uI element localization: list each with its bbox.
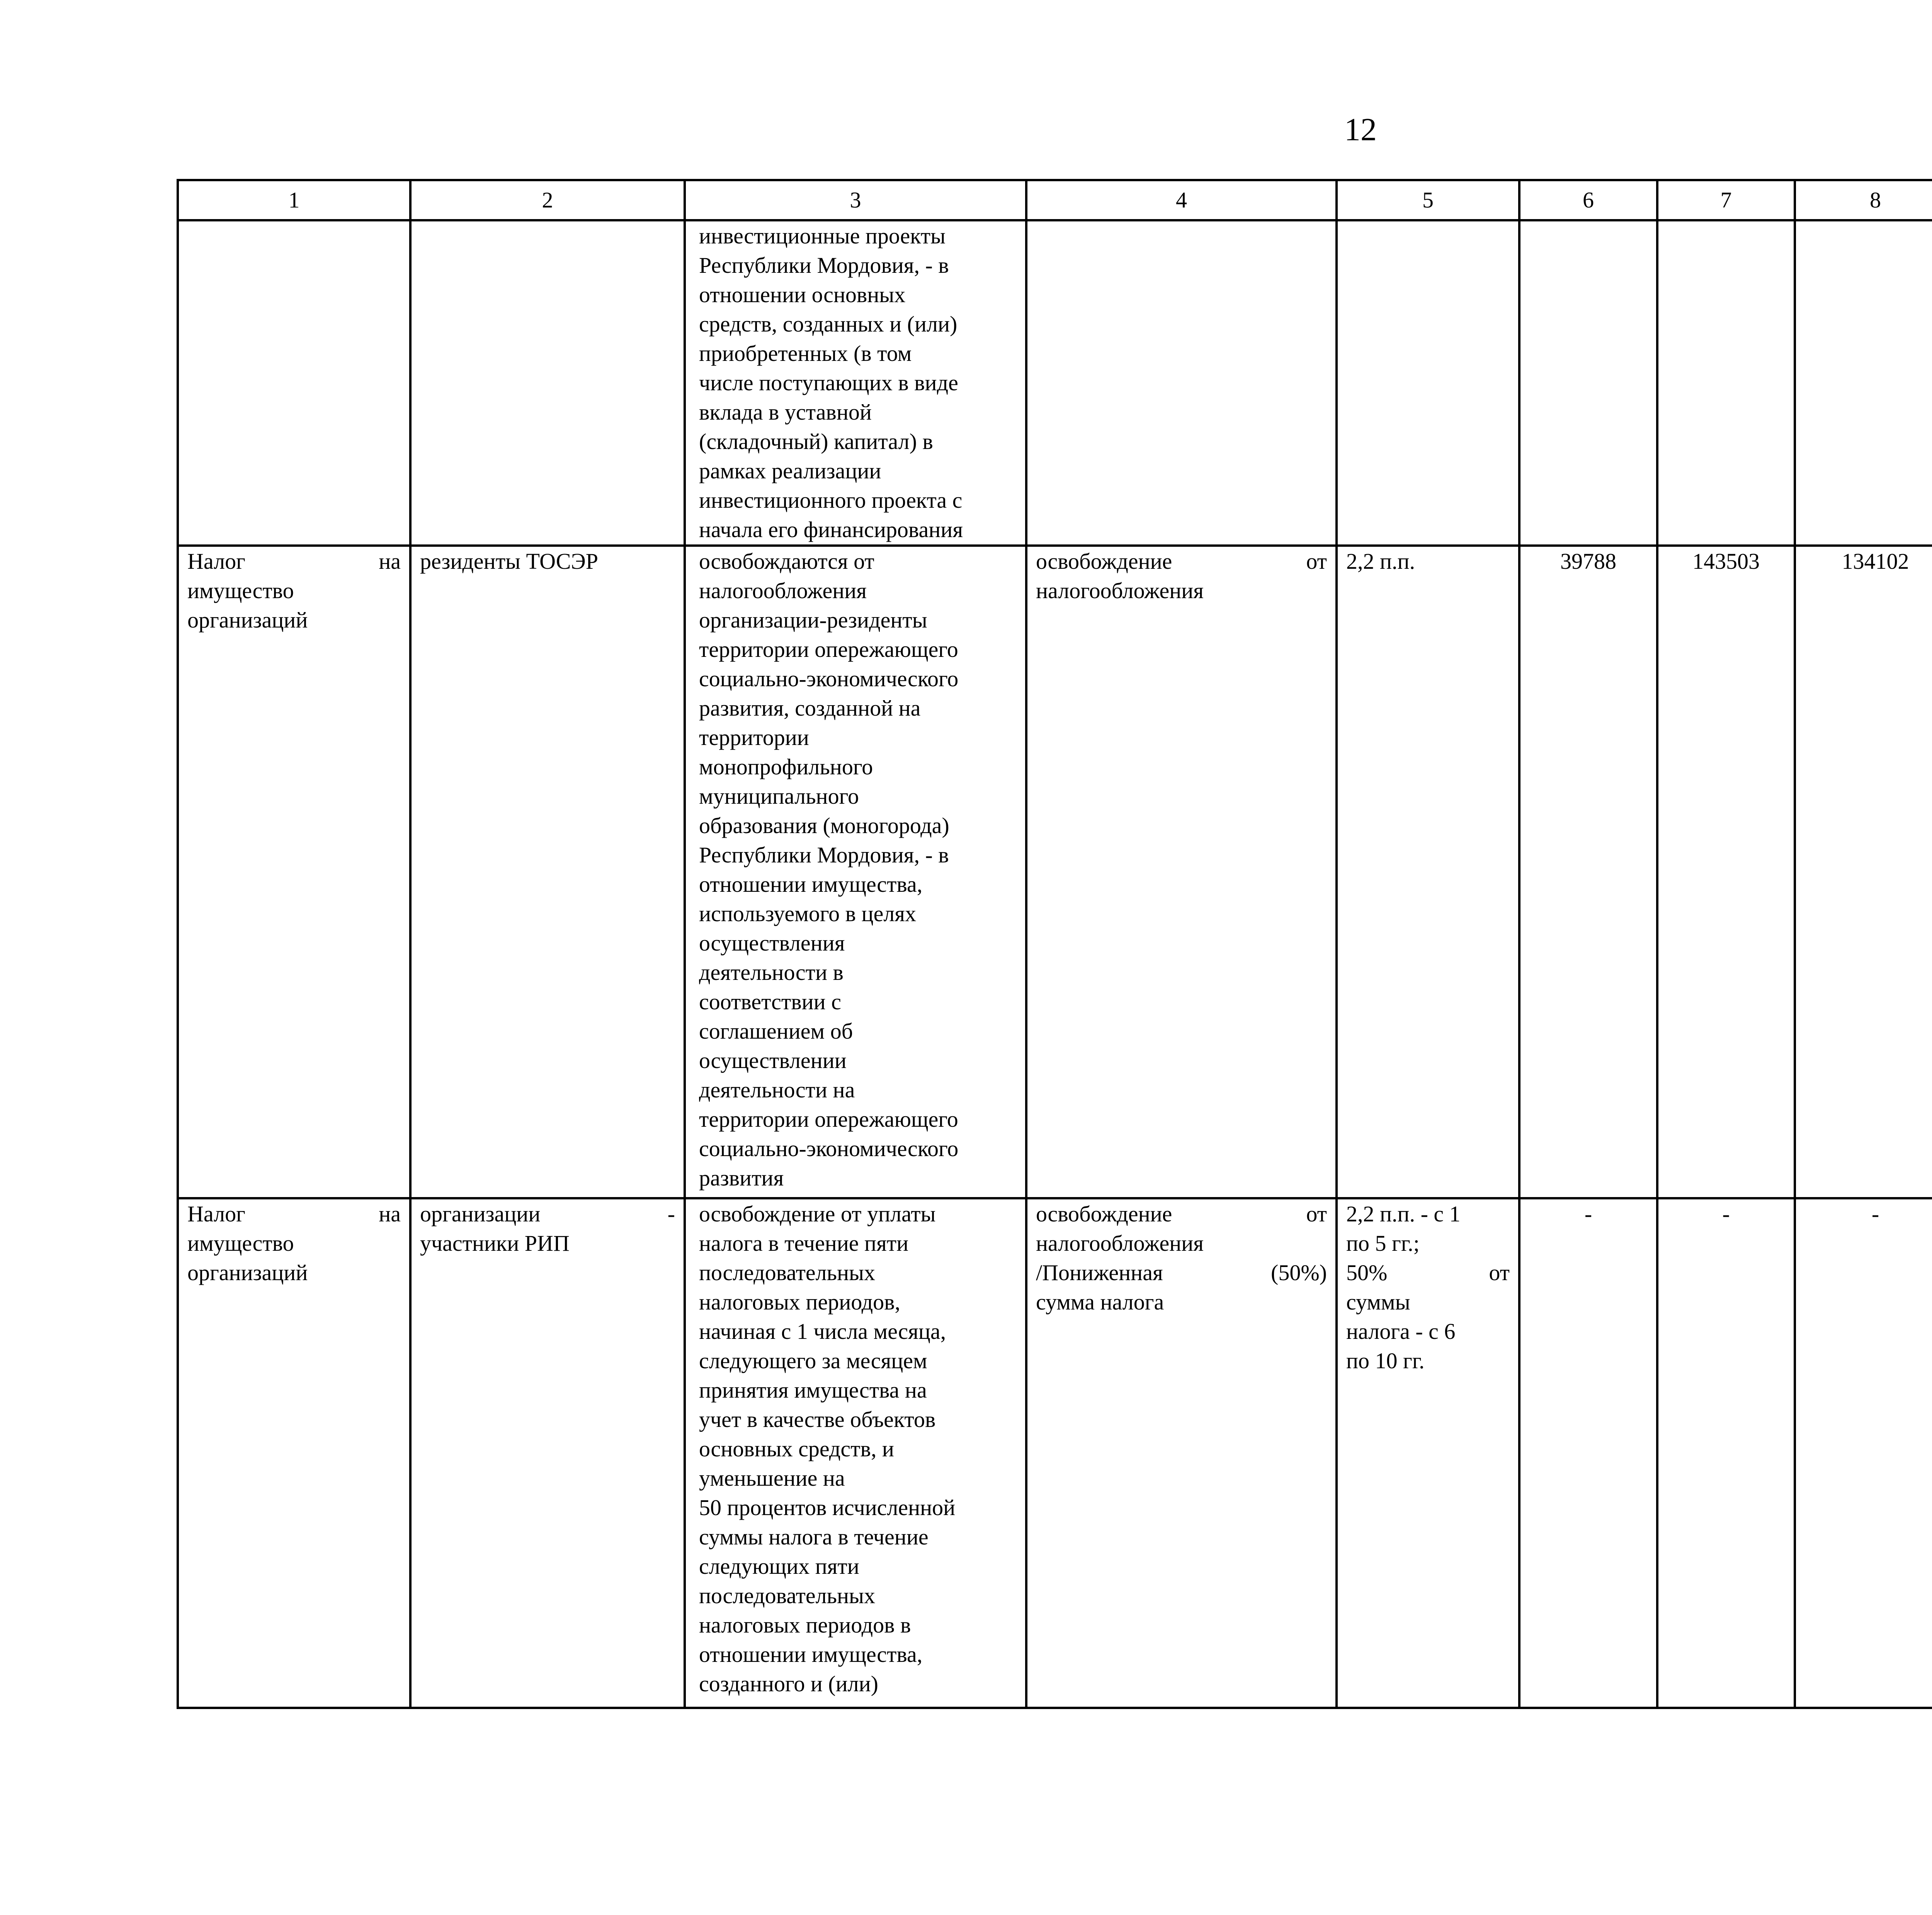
cell-tax-type	[178, 220, 410, 546]
cell-value	[1519, 220, 1657, 546]
header-cell: 6	[1519, 180, 1657, 220]
cell-value: 143503	[1657, 546, 1795, 1198]
cell-benefit-type: освобождение от налогообложения	[1026, 546, 1337, 1198]
tax-benefits-table	[177, 179, 1932, 1709]
header-cell: 5	[1337, 180, 1519, 220]
cell-category: резиденты ТОСЭР	[410, 546, 685, 1198]
header-cell: 2	[410, 180, 685, 220]
header-cell: 4	[1026, 180, 1337, 220]
cell-benefit-type: освобождение от налогообложения /Пониженная (50%) сумма налога	[1026, 1198, 1337, 1708]
header-cell: 7	[1657, 180, 1795, 220]
cell-value: -	[1657, 1198, 1795, 1708]
cell-rate: 2,2 п.п. - с 1 по 5 гг.; 50% от суммы налога - с 6 по 10 гг.	[1337, 1198, 1519, 1708]
cell-tax-type: Налог на имущество организаций	[178, 546, 410, 1198]
cell-rate: 2,2 п.п.	[1337, 546, 1519, 1198]
cell-benefit-description: освобождение от уплаты налога в течение пяти последовательных налоговых периодов, начиная с 1 числа месяца, следующего за месяцем принятия имущества на учет в качестве объектов основных средств, и уменьшение на 50 процентов исчисленной суммы налога в течение следующих пяти последовательных налоговых периодов в отношении имущества, созданного и (или)	[685, 1198, 1026, 1708]
cell-rate	[1337, 220, 1519, 546]
cell-value: 39788	[1519, 546, 1657, 1198]
table-row	[178, 1198, 1932, 1708]
header-cell: 1	[178, 180, 410, 220]
cell-category: организации - участники РИП	[410, 1198, 685, 1708]
cell-benefit-type	[1026, 220, 1337, 546]
cell-benefit-description: инвестиционные проекты Республики Мордовия, - в отношении основных средств, созданных и (или) приобретенных (в том числе поступающих в виде вклада в уставной (складочный) капитал) в рамках реализации инвестиционного проекта с начала его финансирования	[685, 220, 1026, 546]
cell-value: -	[1795, 1198, 1932, 1708]
cell-value	[1795, 220, 1932, 546]
header-cell: 8	[1795, 180, 1932, 220]
table-header-row	[178, 180, 1932, 220]
table-row	[178, 546, 1932, 1198]
cell-tax-type: Налог на имущество организаций	[178, 1198, 410, 1708]
cell-category	[410, 220, 685, 546]
cell-value: 134102	[1795, 546, 1932, 1198]
page-number: 12	[1344, 112, 1377, 148]
cell-benefit-description: освобождаются от налогообложения организации-резиденты территории опережающего социально-экономического развития, созданной на территории монопрофильного муниципального образования (моногорода) Республики Мордовия, - в отношении имущества, используемого в целях осуществления деятельности в соответствии с соглашением об осуществлении деятельности на территории опережающего социально-экономического развития	[685, 546, 1026, 1198]
cell-value: -	[1519, 1198, 1657, 1708]
header-cell: 3	[685, 180, 1026, 220]
cell-value	[1657, 220, 1795, 546]
table-row	[178, 220, 1932, 546]
